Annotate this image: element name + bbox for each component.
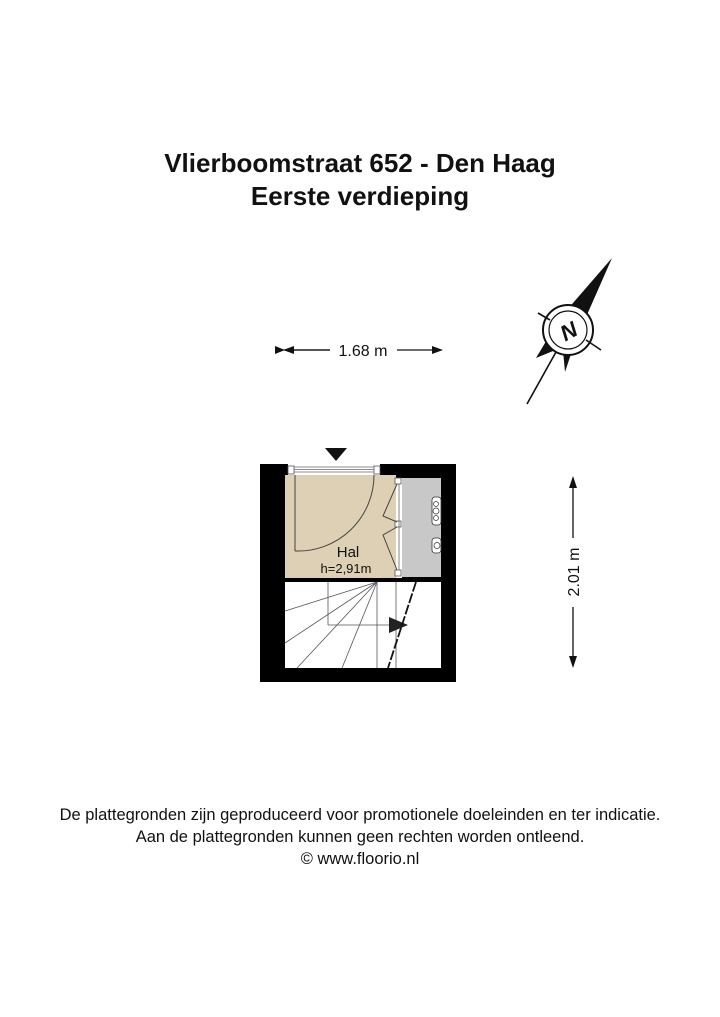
- entrance-marker-icon: [325, 448, 347, 461]
- height-dimension: [566, 476, 583, 668]
- disclaimer-line-1: De plattegronden zijn geproduceerd voor promotionele doeleinden en ter indicatie.: [59, 806, 661, 824]
- height-label: 2.01 m: [566, 547, 583, 597]
- room-height-hal: h=2,91m: [320, 561, 372, 576]
- arrow-down-icon: [569, 656, 577, 668]
- room-name-hal: Hal: [336, 544, 360, 561]
- copyright-link[interactable]: © www.floorio.nl: [300, 850, 420, 868]
- arrow-right-icon: [432, 346, 443, 354]
- width-label: 1.68 m: [338, 343, 388, 360]
- floor-name: Eerste verdieping: [250, 181, 470, 211]
- compass-rose-icon: [527, 258, 612, 404]
- width-dimension: [283, 343, 443, 360]
- disclaimer-line-2: Aan de plattegronden kunnen geen rechten worden ontleend.: [135, 828, 585, 846]
- utility-meter-icon: [432, 497, 441, 525]
- compass-north-label: N: [555, 316, 582, 347]
- plan-title: Vlierboomstraat 652 - Den Haag: [164, 148, 556, 178]
- closet: [402, 478, 441, 577]
- utility-fixture-icon: [432, 538, 441, 553]
